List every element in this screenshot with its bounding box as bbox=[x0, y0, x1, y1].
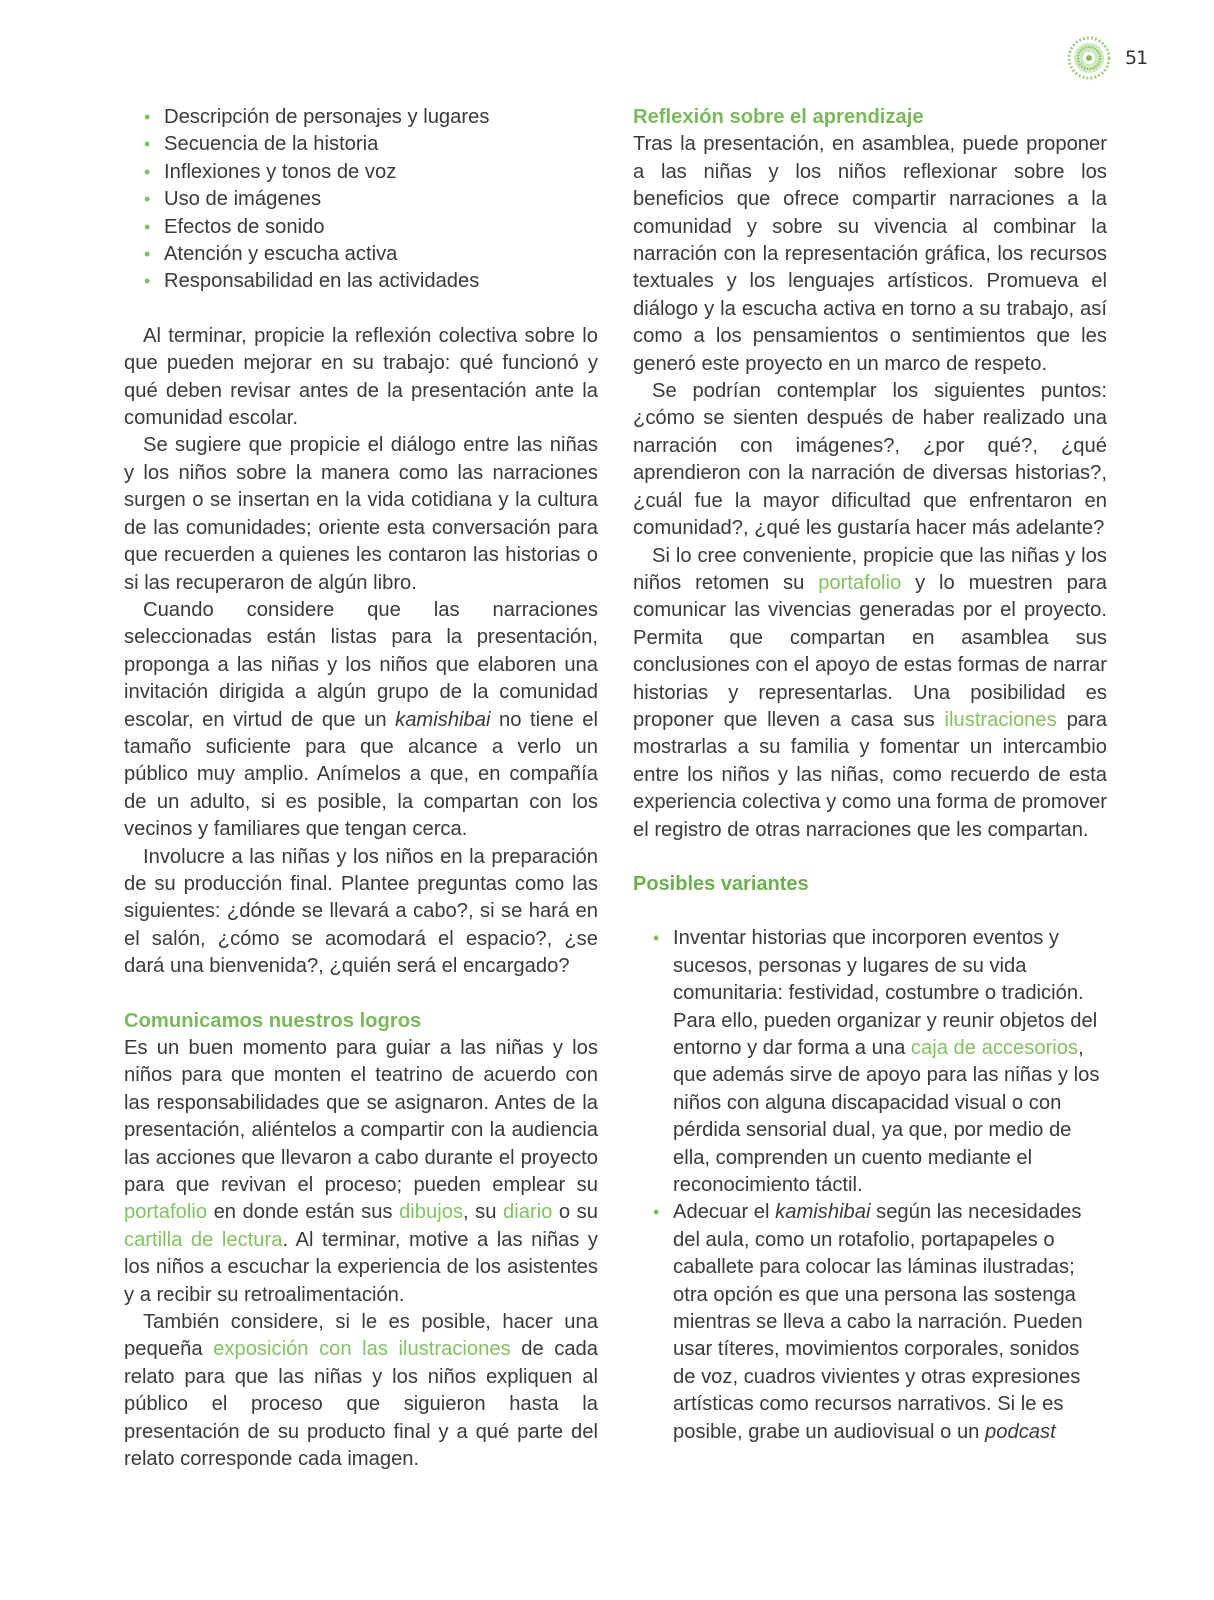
criteria-list bbox=[124, 104, 598, 296]
list-item: • Adecuar el kamishibai según las necesidades del aula, como un rotafolio, portapapeles o caballete para colocar las láminas ilustradas; otra opción es que una persona las sostenga mientras se lleva a cabo la narración. Pueden usar títeres, movimientos corporales, sonidos de voz, cuadros vivientes y otras expresiones artísticas como recursos narrativos. Si le es posible, grabe un audiovisual o un podcast bbox=[653, 1199, 1107, 1446]
link-exposicion[interactable]: exposición con las ilustraciones bbox=[213, 1338, 511, 1361]
page-number: 51 bbox=[1125, 47, 1148, 69]
link-caja-accesorios[interactable]: caja de accesorios bbox=[910, 1037, 1079, 1059]
paragraph: Tras la presentación, en asamblea, puede proponer a las niñas y los niños reflexionar sobre los beneficios que ofrece compartir narraciones a la comunidad y sobre su vivencia al combinar la narración con la representación gráfica, los recursos textuales y los lenguajes artísticos. Promueva el diálogo y la escucha activa en torno a su trabajo, así como a los pensamientos o sentimientos que les generó este proyecto en un marco de respeto. bbox=[633, 133, 1107, 375]
link-portafolio[interactable]: portafolio bbox=[124, 1201, 208, 1224]
list-item: • Atención y escucha activa bbox=[144, 241, 598, 268]
list-item: • Inflexiones y tonos de voz bbox=[144, 159, 598, 186]
link-dibujos[interactable]: dibujos bbox=[399, 1201, 464, 1224]
paragraph: Involucre a las niñas y los niños en la preparación de su producción final. Plantee preguntas como las siguientes: ¿dónde se llevará a cabo?, si se hará en el salón, ¿cómo se acomodará el espacio?, ¿se dará una bienvenida?, ¿quién será el encargado? bbox=[124, 845, 598, 978]
list-item: • Secuencia de la historia bbox=[144, 131, 598, 158]
list-item: • Inventar historias que incorporen eventos y sucesos, personas y lugares de su vida comunitaria: festividad, costumbre o tradición. Para ello, pueden organizar y reunir objetos del entorno y dar forma a una caja de accesorios, que además sirve de apoyo para las niñas y los niños con alguna discapacidad visual o con pérdida sensorial dual, ya que, por medio de ella, comprenden un cuento mediante el reconocimiento táctil. bbox=[653, 925, 1107, 1199]
paragraph: Es un buen momento para guiar a las niñas y los niños para que monten el teatrino de acuerdo con las responsabilidades que se asignaron. Antes de la presentación, aliéntelos a compartir con la audiencia las acciones que llevaron a cabo durante el proyecto para que revivan el proceso; pueden emplear su portafolio en donde están sus dibujos, su diario o su cartilla de lectura. Al terminar, motive a las niñas y los niños a escuchar la experiencia de los asistentes y a recibir su retroalimentación. bbox=[124, 1037, 598, 1306]
link-diario[interactable]: diario bbox=[503, 1201, 553, 1224]
list-item: • Responsabilidad en las actividades bbox=[144, 268, 598, 295]
right-column bbox=[633, 104, 1107, 1446]
paragraph: Cuando considere que las narraciones seleccionadas están listas para la presentación, proponga a las niñas y los niños que elaboren una invitación dirigida a algún grupo de la comunidad escolar, en virtud de que un kamishibai no tiene el tamaño suficiente para que alcance a verlo un público muy amplio. Anímelos a que, en compañía de un adulto, si es posible, la compartan con los vecinos y familiares que tengan cerca. bbox=[124, 598, 598, 841]
list-item: • Uso de imágenes bbox=[144, 186, 598, 213]
paragraph: Al terminar, propicie la reflexión colectiva sobre lo que pueden mejorar en su trabajo: qué funcionó y qué deben revisar antes de la presentación ante la comunidad escolar. bbox=[124, 324, 598, 430]
link-cartilla[interactable]: cartilla de lectura bbox=[124, 1228, 283, 1251]
paragraph: Se sugiere que propicie el diálogo entre las niñas y los niños sobre la manera como las narraciones surgen o se insertan en la vida cotidiana y la cultura de las comunidades; oriente esta conversación para que recuerden a quienes les contaron las historias o si las recuperaron de algún libro. bbox=[124, 434, 598, 594]
section-heading-variantes: Posibles variantes bbox=[633, 872, 809, 895]
link-ilustraciones[interactable]: ilustraciones bbox=[944, 708, 1057, 731]
paragraph: Se podrían contemplar los siguientes puntos: ¿cómo se sienten después de haber realizado una narración con imágenes?, ¿por qué?, ¿qué aprendieron con la narración de diversas historias?, ¿cuál fue la mayor dificultad que enfrentaron en comunidad?, ¿qué les gustaría hacer más adelante? bbox=[633, 380, 1107, 540]
left-column bbox=[124, 104, 598, 1474]
paragraph: Si lo cree conveniente, propicie que las niñas y los niños retomen su portafolio y lo muestren para comunicar las vivencias generadas por el proyecto. Permita que compartan en asamblea sus conclusiones con el apoyo de estas formas de narrar historias y representarlas. Una posibilidad es proponer que lleven a casa sus ilustraciones para mostrarlas a su familia y fomentar un intercambio entre los niños y las niñas, como recuerdo de esta experiencia colectiva y como una forma de promover el registro de otras narraciones que les compartan. bbox=[633, 544, 1108, 841]
sun-emblem-icon bbox=[1067, 36, 1111, 80]
list-item: • Descripción de personajes y lugares bbox=[144, 104, 598, 131]
list-item: • Efectos de sonido bbox=[144, 214, 598, 241]
emphasis: kamishibai bbox=[775, 1201, 871, 1224]
section-heading-logros: Comunicamos nuestros logros bbox=[124, 1009, 422, 1032]
paragraph: También considere, si le es posible, hacer una pequeña exposición con las ilustraciones de cada relato para que las niñas y los niños expliquen al público el proceso que siguieron hasta la presentación de su producto final y a qué parte del relato corresponde cada imagen. bbox=[124, 1311, 599, 1471]
section-heading-reflexion: Reflexión sobre el aprendizaje bbox=[633, 106, 924, 128]
emphasis: podcast bbox=[985, 1420, 1056, 1443]
link-portafolio[interactable]: portafolio bbox=[818, 571, 902, 594]
variants-list bbox=[633, 925, 1107, 1446]
page-header bbox=[1067, 36, 1147, 80]
emphasis: kamishibai bbox=[395, 708, 491, 731]
